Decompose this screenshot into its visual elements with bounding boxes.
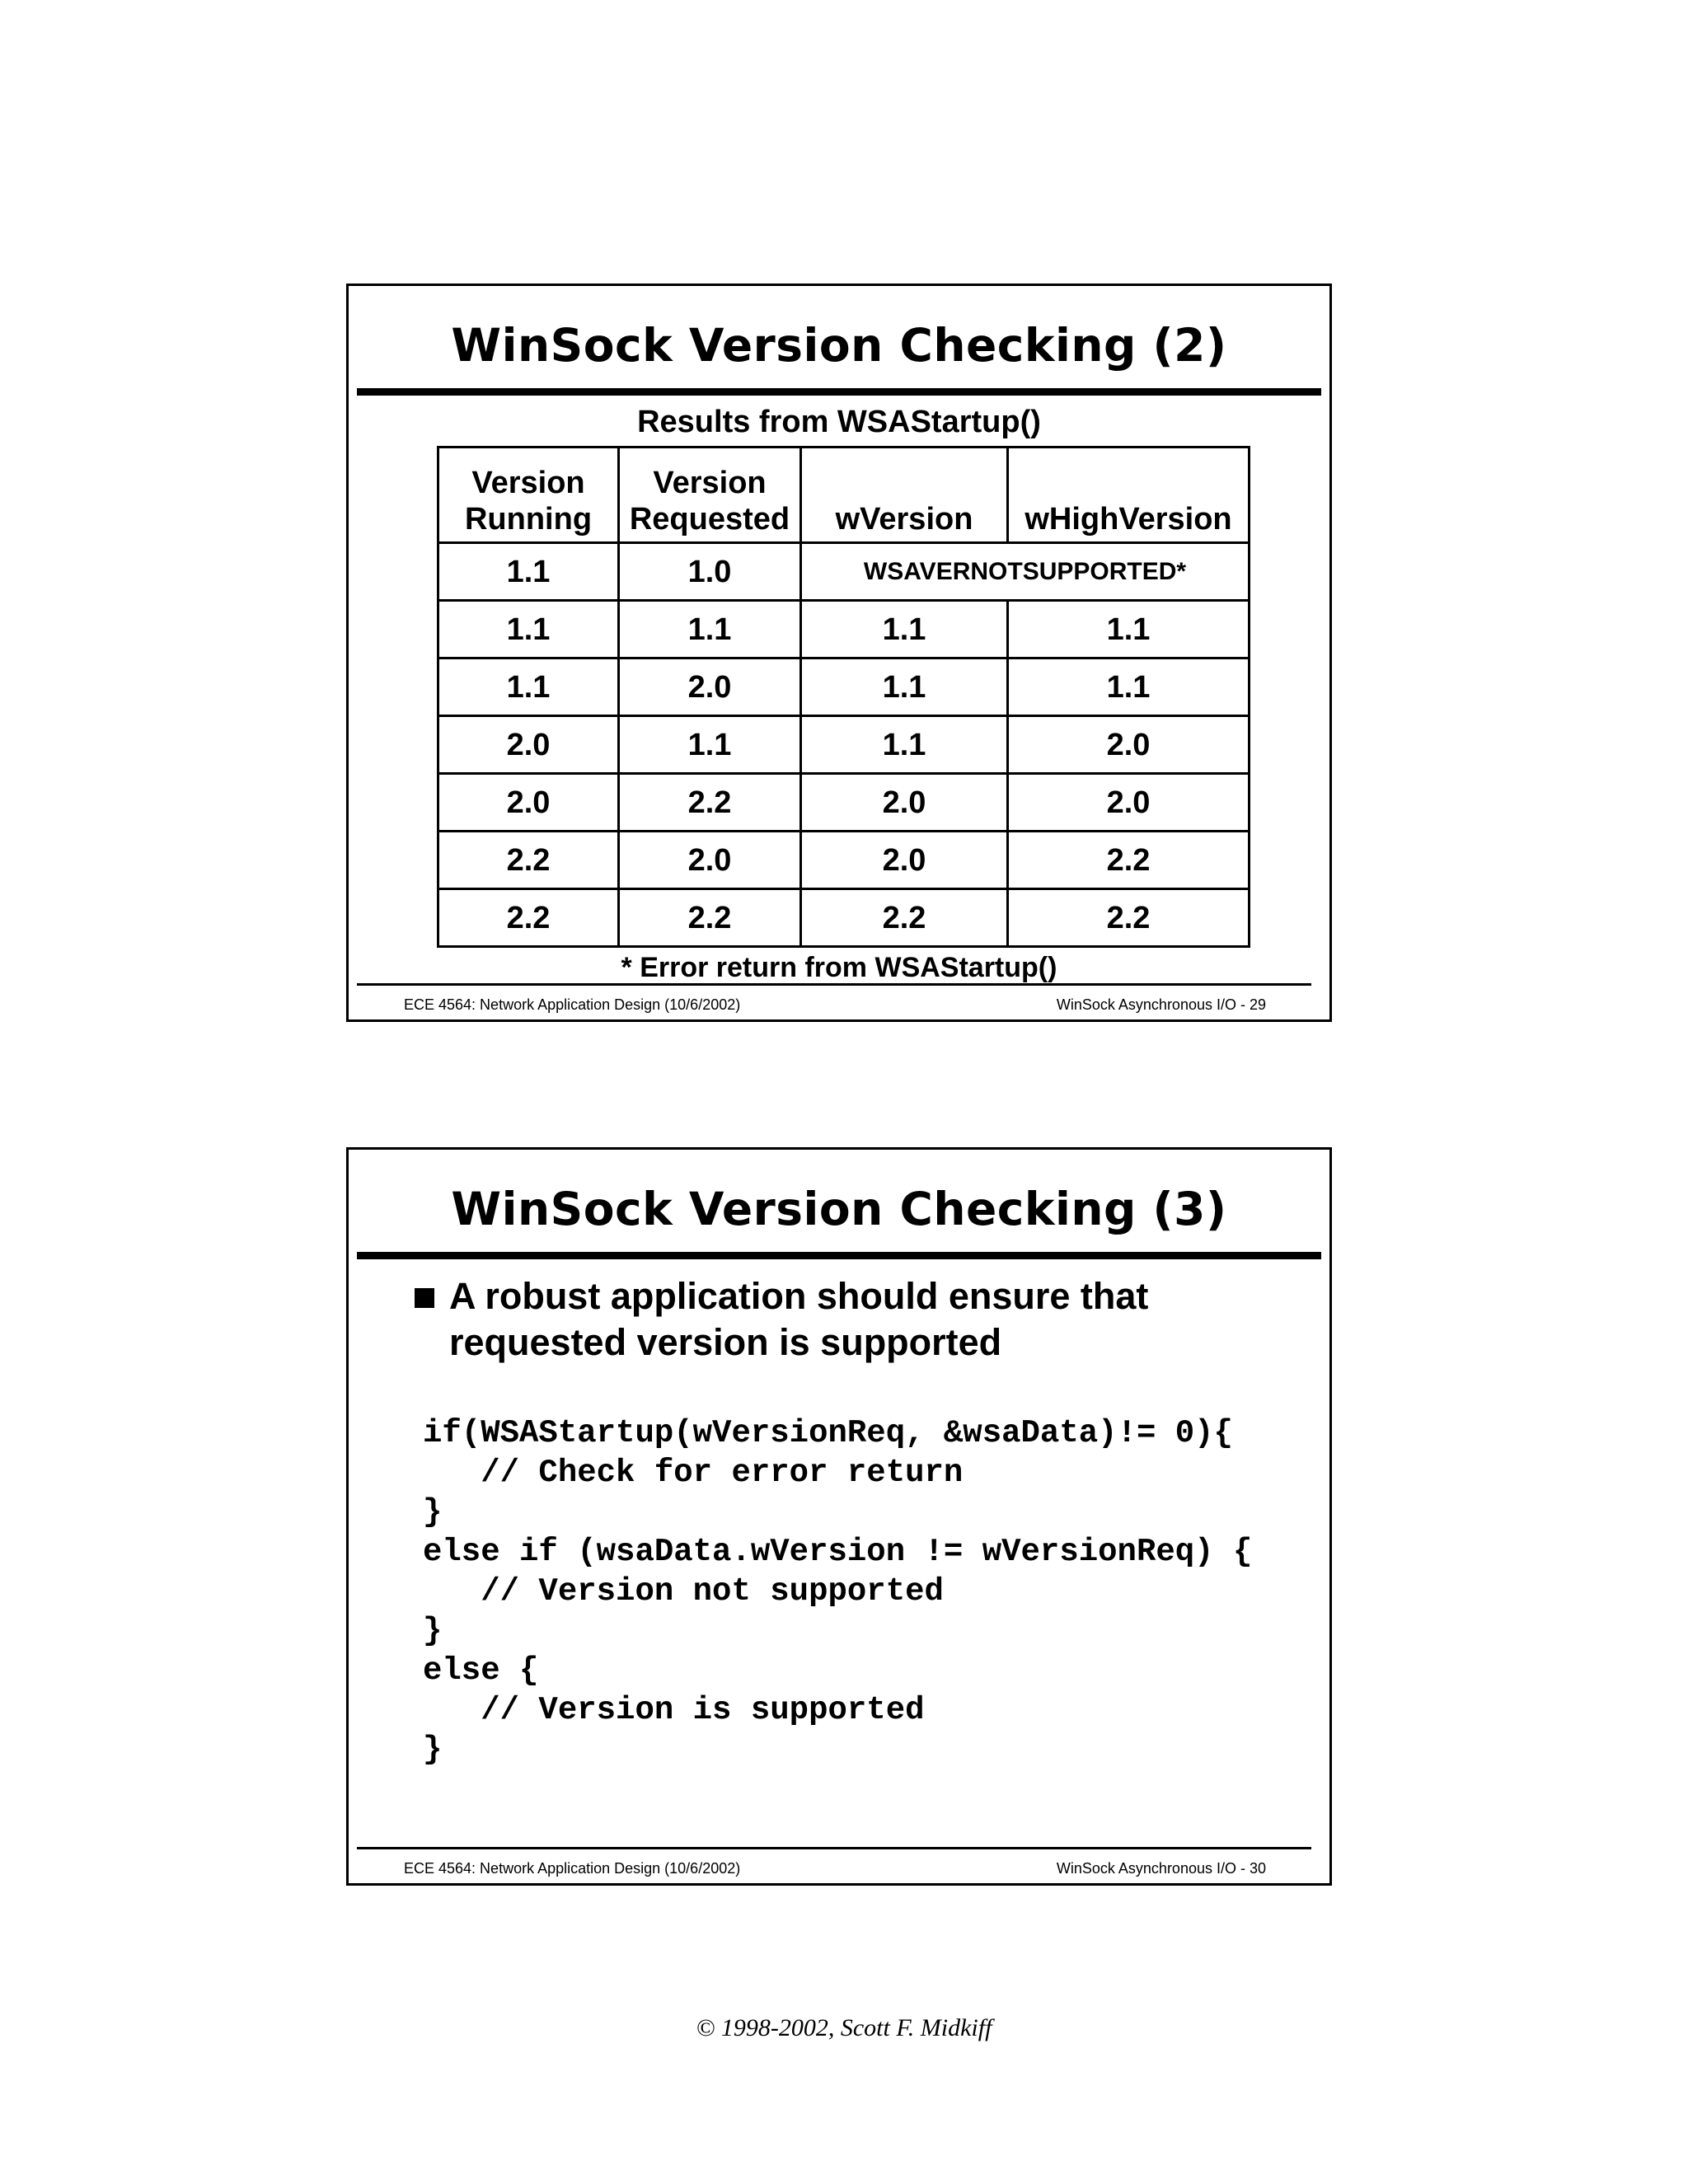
- copyright-notice: © 1998-2002, Scott F. Midkiff: [696, 2014, 992, 2041]
- table-cell: 2.2: [619, 889, 801, 947]
- footer-course: ECE 4564: Network Application Design (10/6/2002): [404, 1860, 741, 1877]
- header-version-running: Version Running: [438, 448, 619, 543]
- header-whighversion: wHighVersion: [1008, 448, 1250, 543]
- code-line: // Check for error return: [423, 1455, 964, 1491]
- version-results-table: [437, 446, 1250, 948]
- code-line: }: [423, 1613, 443, 1649]
- table-cell: 2.0: [438, 716, 619, 774]
- table-cell: 1.1: [619, 716, 801, 774]
- bullet-item: [415, 1273, 1280, 1366]
- table-cell: 1.1: [801, 601, 1008, 658]
- table-row: [438, 774, 1250, 832]
- code-line: else {: [423, 1652, 539, 1689]
- table-cell: 2.2: [619, 774, 801, 832]
- table-cell: 1.1: [438, 658, 619, 716]
- table-footnote: * Error return from WSAStartup(): [621, 952, 1057, 983]
- code-line: if(WSAStartup(wVersionReq, &wsaData)!= 0){: [423, 1415, 1233, 1451]
- table-row: [438, 543, 1250, 601]
- table-cell: 1.0: [619, 543, 801, 601]
- header-wversion: wVersion: [801, 448, 1008, 543]
- table-cell: 2.2: [801, 889, 1008, 947]
- title-rule: [357, 388, 1321, 396]
- slide-29: [346, 284, 1332, 1022]
- code-line: // Version not supported: [423, 1573, 944, 1610]
- table-cell: 2.0: [438, 774, 619, 832]
- table-cell: 1.1: [801, 658, 1008, 716]
- table-cell: 2.2: [1008, 889, 1250, 947]
- table-cell: 2.0: [619, 658, 801, 716]
- code-line: else if (wsaData.wVersion != wVersionReq) {: [423, 1534, 1253, 1570]
- header-version-requested: Version Requested: [619, 448, 801, 543]
- table-caption: Results from WSAStartup(): [637, 405, 1041, 439]
- table-row: [438, 832, 1250, 889]
- footer-rule: [357, 983, 1311, 986]
- table-cell: 2.2: [438, 832, 619, 889]
- table-cell: 2.0: [619, 832, 801, 889]
- code-line: // Version is supported: [423, 1692, 925, 1728]
- table-row: [438, 716, 1250, 774]
- table-cell: 1.1: [1008, 658, 1250, 716]
- table-header-row: [438, 448, 1250, 543]
- table-cell: 2.2: [1008, 832, 1250, 889]
- table-row: [438, 601, 1250, 658]
- code-line: }: [423, 1494, 443, 1530]
- table-cell: 2.0: [801, 832, 1008, 889]
- code-line: }: [423, 1732, 443, 1768]
- slide-title: WinSock Version Checking (3): [451, 1183, 1227, 1235]
- slide-title: WinSock Version Checking (2): [451, 319, 1227, 372]
- table-cell: 1.1: [1008, 601, 1250, 658]
- title-rule: [357, 1252, 1321, 1259]
- bullet-text: A robust application should ensure that requested version is supported: [449, 1275, 1149, 1363]
- table-cell: 2.0: [1008, 716, 1250, 774]
- table-cell: 1.1: [438, 601, 619, 658]
- table-row: [438, 889, 1250, 947]
- footer-slide-number: WinSock Asynchronous I/O - 30: [1056, 1860, 1266, 1877]
- footer-slide-number: WinSock Asynchronous I/O - 29: [1056, 996, 1266, 1013]
- slide-30: [346, 1147, 1332, 1886]
- table-cell: 2.0: [801, 774, 1008, 832]
- table-row: [438, 658, 1250, 716]
- table-cell: 1.1: [801, 716, 1008, 774]
- square-bullet-icon: [415, 1288, 434, 1308]
- table-cell: 2.0: [1008, 774, 1250, 832]
- footer-course: ECE 4564: Network Application Design (10/6/2002): [404, 996, 741, 1013]
- table-cell: 1.1: [438, 543, 619, 601]
- code-block: [423, 1413, 1252, 1769]
- error-cell: WSAVERNOTSUPPORTED*: [801, 543, 1250, 601]
- table-cell: 2.2: [438, 889, 619, 947]
- table-cell: 1.1: [619, 601, 801, 658]
- footer-rule: [357, 1847, 1311, 1849]
